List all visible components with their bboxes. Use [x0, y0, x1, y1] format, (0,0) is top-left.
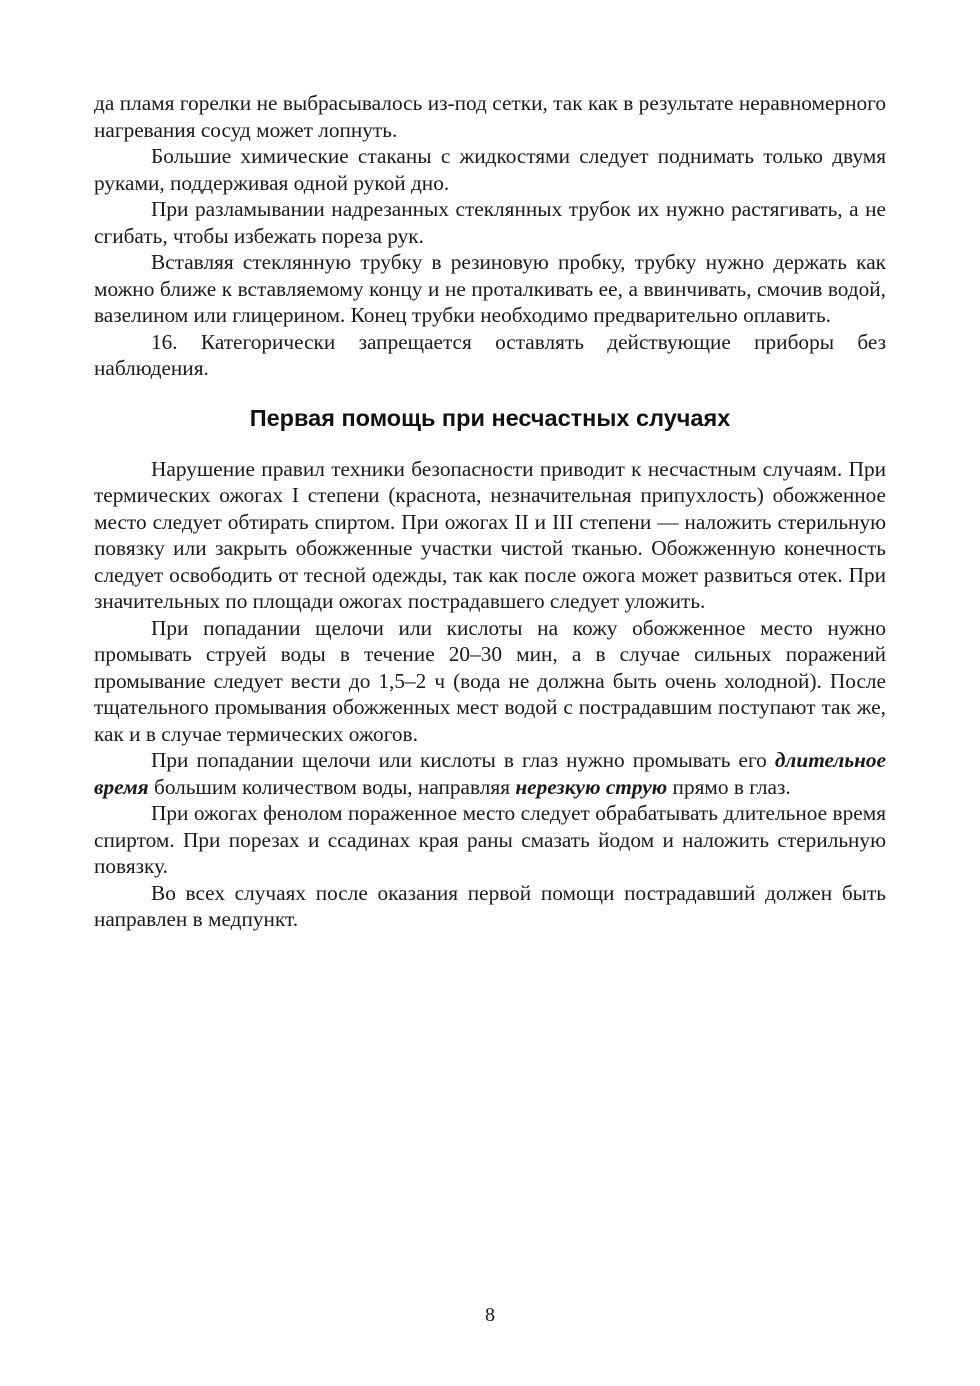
page-number: 8	[485, 1304, 495, 1326]
paragraph-eye-burns	[94, 747, 886, 800]
paragraph-rubber-stopper: Вставляя стеклянную трубку в резиновую пробку, трубку нужно держать как можно ближе к вставляемому концу и не проталкивать ее, а ввинчивать, смочив водой, вазелином или глицерином. Конец трубки необходимо предварительно оплавить.	[94, 250, 886, 327]
paragraph-beakers: Большие химические стаканы с жидкостями следует поднимать только двумя руками, поддерживая одной рукой дно.	[94, 144, 886, 195]
paragraph-chemical-skin-burns: При попадании щелочи или кислоты на кожу обожженное место нужно промывать струей воды в течение 20–30 мин, а в случае сильных поражений промывание следует вести до 1,5–2 ч (вода не должна быть очень холодной). После тщательного промывания обожженных мест водой с пострадавшим поступают так же, как и в случае термических ожогов.	[94, 615, 886, 746]
eye-text-part3: прямо в глаз.	[667, 774, 791, 799]
eye-text-part1: При попадании щелочи или кислоты в глаз нужно промывать его	[151, 748, 775, 772]
paragraph-thermal-burns: Нарушение правил техники безопасности приводит к несчастным случаям. При термических ожогах I степени (краснота, незначительная припухлость) обожженное место следует обтирать спиртом. При ожогах II и III степени — наложить стерильную повязку или закрыть обожженные участки чистой тканью. Обожженную конечность следует освободить от тесной одежды, так как после ожога может развиться отек. При значительных по площади ожогах пострадавшего следует уложить.	[94, 456, 886, 613]
paragraph-burner-continuation: да пламя горелки не выбрасывалось из-под сетки, так как в результате неравномерного нагревания сосуд может лопнуть.	[94, 91, 886, 142]
eye-text-part2: большим количеством воды, направляя	[148, 774, 516, 799]
paragraph-rule-16: 16. Категорически запрещается оставлять действующие приборы без наблюдения.	[94, 329, 886, 380]
paragraph-phenol-cuts: При ожогах фенолом пораженное место следует обрабатывать длительное время спиртом. При порезах и ссадинах края раны смазать йодом и наложить стерильную повязку.	[94, 801, 886, 878]
section-heading: Первая помощь при несчастных случаях	[249, 404, 731, 431]
paragraph-medical-center: Во всех случаях после оказания первой помощи пострадавший должен быть направлен в медпункт.	[94, 880, 886, 931]
paragraph-glass-tubes: При разламывании надрезанных стеклянных трубок их нужно растягивать, а не сгибать, чтобы избежать пореза рук.	[94, 197, 886, 248]
emphasis-long-time: длительное время	[94, 748, 886, 799]
document-page	[94, 90, 886, 933]
emphasis-gentle-stream: нерезкую струю	[515, 774, 668, 799]
